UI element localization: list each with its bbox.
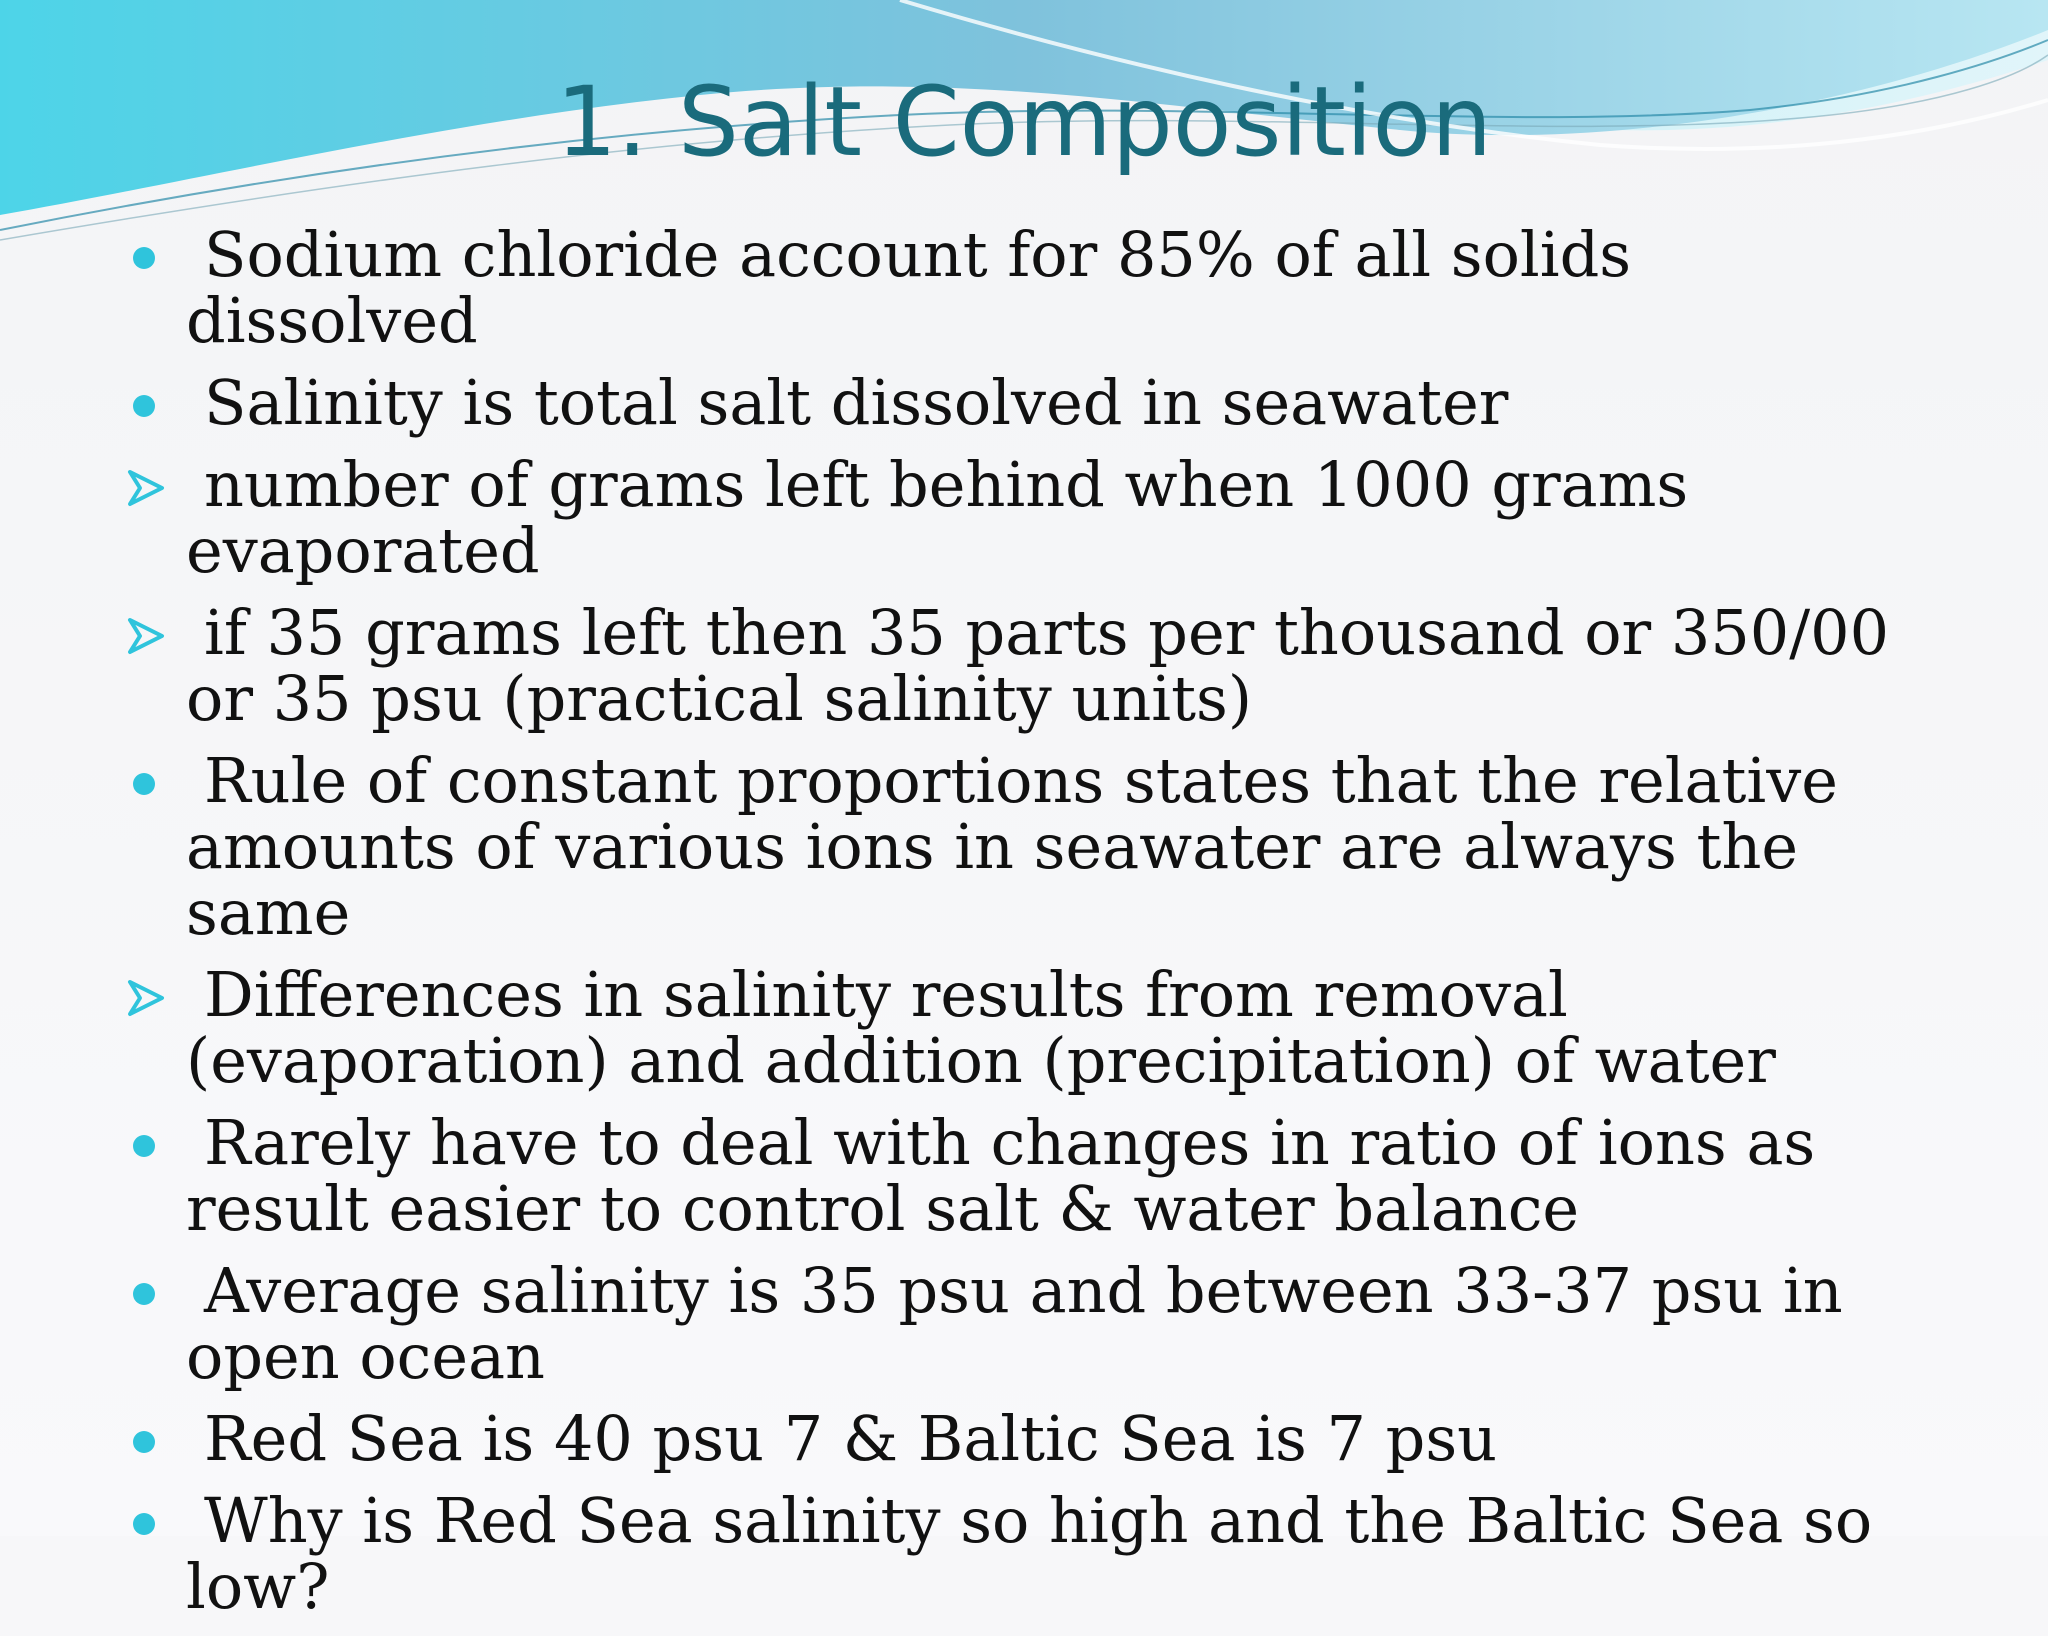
list-item <box>120 218 1920 357</box>
list-item <box>120 596 1920 735</box>
filled-circle-bullet-icon <box>126 1406 170 1472</box>
list-item <box>120 1254 1920 1393</box>
filled-circle-bullet-icon <box>126 1110 170 1176</box>
arrowhead-bullet-icon <box>126 452 170 518</box>
list-item <box>120 1484 1920 1623</box>
list-item <box>120 366 1920 439</box>
filled-circle-bullet-icon <box>126 748 170 814</box>
slide-title: 1. Salt Composition <box>555 66 1493 178</box>
list-item-text: Rule of constant proportions states that the relative amounts of various ions in seawater are always the same <box>186 744 1838 949</box>
list-item-text: Red Sea is 40 psu 7 & Baltic Sea is 7 psu <box>204 1402 1498 1475</box>
list-item-text: Average salinity is 35 psu and between 33-37 psu in open ocean <box>186 1254 1843 1393</box>
bullet-list <box>120 218 1920 1636</box>
list-item <box>120 1106 1920 1245</box>
list-item-text: Differences in salinity results from removal (evaporation) and addition (precipitation) of water <box>186 958 1776 1097</box>
list-item-text: number of grams left behind when 1000 grams evaporated <box>186 448 1689 587</box>
filled-circle-bullet-icon <box>126 1258 170 1324</box>
list-item-text: Rarely have to deal with changes in ratio of ions as result easier to control salt & water balance <box>186 1106 1816 1245</box>
list-item-text: Sodium chloride account for 85% of all solids dissolved <box>186 218 1632 357</box>
filled-circle-bullet-icon <box>126 1488 170 1554</box>
list-item <box>120 958 1920 1097</box>
filled-circle-bullet-icon <box>126 222 170 288</box>
list-item <box>120 744 1920 949</box>
list-item <box>120 448 1920 587</box>
arrowhead-bullet-icon <box>126 962 170 1028</box>
arrowhead-bullet-icon <box>126 600 170 666</box>
list-item-text: if 35 grams left then 35 parts per thousand or 350/00 or 35 psu (practical salinity units) <box>186 596 1890 735</box>
list-item <box>120 1402 1920 1475</box>
list-item-text: Why is Red Sea salinity so high and the Baltic Sea so low? <box>186 1484 1873 1623</box>
filled-circle-bullet-icon <box>126 370 170 436</box>
list-item-text: Salinity is total salt dissolved in seawater <box>204 366 1509 439</box>
